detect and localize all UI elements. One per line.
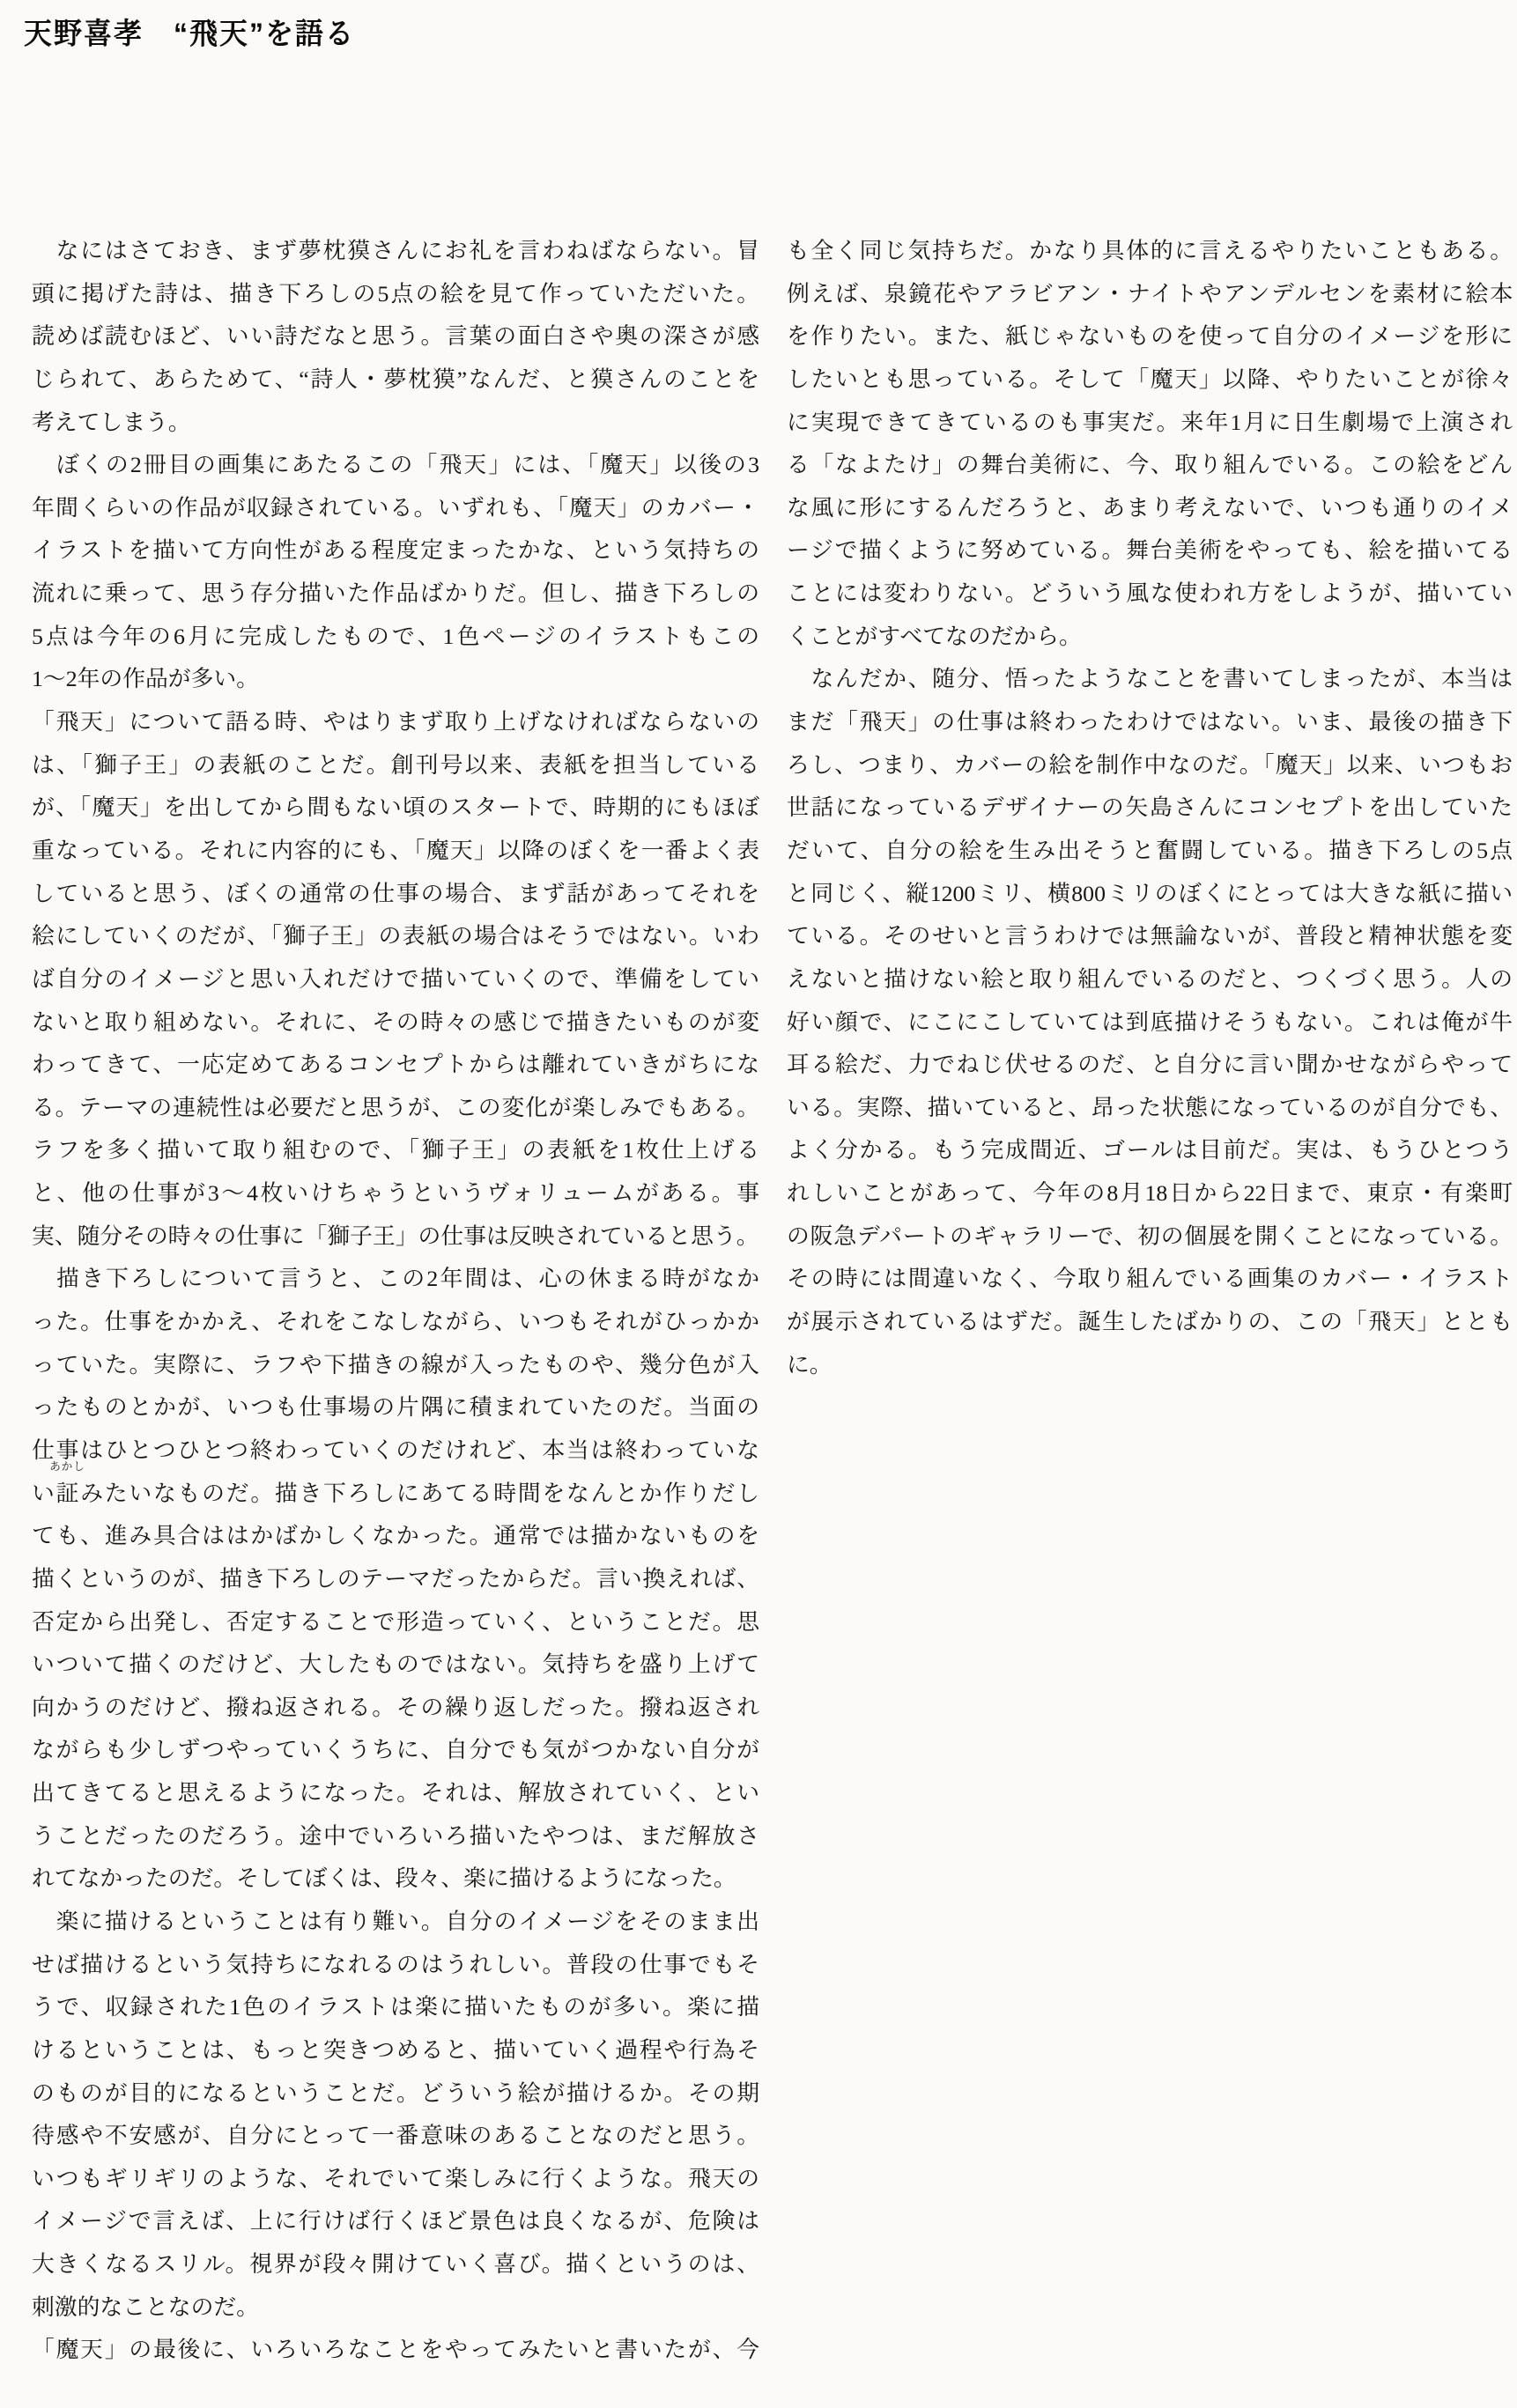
text-line: れしいことがあって、今年の8月18日から22日まで、東京・有楽町 <box>787 1180 1513 1207</box>
text-line: は、「獅子王」の表紙のことだ。創刊号以来、表紙を担当している <box>32 751 759 778</box>
text-line: る。テーマの連続性は必要だと思うが、この変化が楽しみでもある。 <box>32 1094 759 1120</box>
text-line: 「飛天」について語る時、やはりまず取り上げなければならないの <box>32 709 760 735</box>
text-line: 出てきてると思えるようになった。それは、解放されていく、とい <box>32 1780 759 1806</box>
text-line: る「なよたけ」の舞台美術に、今、取り組んでいる。この絵をどん <box>787 452 1513 478</box>
text-line: したいとも思っている。そして「魔天」以降、やりたいことが徐々 <box>787 366 1513 392</box>
text-line: 頭に掲げた詩は、描き下ろしの5点の絵を見て作っていただいた。 <box>32 280 759 307</box>
page-title: 天野喜孝 “飛天”を語る <box>24 17 356 50</box>
text-line: も全く同じ気持ちだ。かなり具体的に言えるやりたいこともある。 <box>787 238 1513 263</box>
text-line: ている。そのせいと言うわけでは無論ないが、普段と精神状態を変 <box>787 923 1513 949</box>
text-line: ラフを多く描いて取り組むので、「獅子王」の表紙を1枚仕上げる <box>32 1137 759 1163</box>
text-line: を作りたい。また、紙じゃないものを使って自分のイメージを形に <box>787 323 1513 350</box>
text-line: の阪急デパートのギャラリーで、初の個展を開くことになっている。 <box>787 1222 1513 1249</box>
text-line: ろし、つまり、カバーの絵を制作中なのだ。「魔天」以来、いつもお <box>787 751 1513 778</box>
text-line: 「魔天」の最後に、いろいろなことをやってみたいと書いたが、今 <box>32 2337 759 2363</box>
text-line: 世話になっているデザイナーの矢島さんにコンセプトを出していた <box>787 794 1513 821</box>
text-line: い証 あかし みたいなものだ。描き下ろしにあてる時間をなんとか作りだし <box>32 1473 759 1516</box>
text-line: っていた。実際に、ラフや下描きの線が入ったものや、幾分色が入 <box>32 1351 760 1378</box>
text-line: 否定から出発し、否定することで形造っていく、ということだ。思 <box>32 1608 759 1635</box>
text-line: が、「魔天」を出してから間もない頃のスタートで、時期的にもほぼ <box>32 794 759 821</box>
text-line: イラストを描いて方向性がある程度定まったかな、という気持ちの <box>32 537 759 564</box>
text-line: 待感や不安感が、自分にとって一番意味のあることなのだと思う。 <box>32 2123 760 2149</box>
text-line: 好い顔で、にこにこしていては到底描けそうもない。これは俺が牛 <box>787 1008 1513 1035</box>
text-line: イメージで言えば、上に行けば行くほど景色は良くなるが、危険は <box>32 2208 759 2234</box>
text-line: していると思う、ぼくの通常の仕事の場合、まず話があってそれを <box>32 880 759 906</box>
text-line: ながらも少しずつやっていくうちに、自分でも気がつかない自分が <box>32 1737 759 1763</box>
furigana-text: あかし <box>49 1459 85 1473</box>
text-line: に実現できてきているのも事実だ。来年1月に日生劇場で上演され <box>787 409 1513 435</box>
text-line: 実、随分その時々の仕事に「獅子王」の仕事は反映されていると思う。 <box>32 1222 759 1249</box>
text-line: 重なっている。それに内容的にも、「魔天」以降のぼくを一番よく表 <box>32 837 759 863</box>
text-line: が展示されているはずだ。誕生したばかりの、この「飛天」とともに。 <box>787 1309 1513 1378</box>
text-line: ージで描くように努めている。舞台美術をやっても、絵を描いてる <box>787 537 1513 564</box>
text-line: のものが目的になるということだ。どういう絵が描けるか。その期 <box>32 2079 759 2106</box>
text-line: ったものとかが、いつも仕事場の片隅に積まれていたのだ。当面の <box>32 1394 759 1421</box>
text-line: いついて描くのだけど、大したものではない。気持ちを盛り上げて <box>32 1651 759 1678</box>
text-line: ぼくの2冊目の画集にあたるこの「飛天」には、「魔天」以後の3 <box>32 452 759 478</box>
text-line: 楽に描けるということは有り難い。自分のイメージをそのまま出 <box>32 1908 759 1934</box>
text-line: くことがすべてなのだから。 <box>787 623 1082 649</box>
text-line: 例えば、泉鏡花やアラビアン・ナイトやアンデルセンを素材に絵本 <box>787 280 1513 307</box>
text-line: と、他の仕事が3～4枚いけちゃうというヴォリュームがある。事 <box>32 1180 759 1207</box>
text-line: 流れに乗って、思う存分描いた作品ばかりだ。但し、描き下ろしの <box>32 580 759 607</box>
text-line: 5点は今年の6月に完成したもので、1色ページのイラストもこの <box>32 623 759 649</box>
text-line: 耳る絵だ、力でねじ伏せるのだ、と自分に言い聞かせながらやって <box>787 1052 1513 1078</box>
text-line: ば自分のイメージと思い入れだけで描いていくので、準備をしてい <box>32 965 759 992</box>
text-line: いつもギリギリのような、それでいて楽しみに行くような。飛天の <box>32 2165 759 2191</box>
text-line: なにはさておき、まず夢枕獏さんにお礼を言わねばならない。冒 <box>32 238 759 263</box>
left-column <box>32 230 759 2372</box>
text-line: なんだか、随分、悟ったようなことを書いてしまったが、本当は <box>787 666 1513 692</box>
text-line: れてなかったのだ。そしてぼくは、段々、楽に描けるようになった。 <box>32 1865 736 1892</box>
text-line: せば描けるという気持ちになれるのはうれしい。普段の仕事でもそ <box>32 1951 759 1977</box>
text-line: 描くというのが、描き下ろしのテーマだったからだ。言い換えれば、 <box>32 1565 759 1592</box>
text-line: だいて、自分の絵を生み出そうと奮闘している。描き下ろしの5点 <box>787 837 1513 863</box>
text-line: 1～2年の作品が多い。 <box>32 666 259 692</box>
text-line: じられて、あらためて、“詩人・夢枕獏”なんだ、と獏さんのことを <box>32 366 759 392</box>
text-line: 大きくなるスリル。視界が段々開けていく喜び。描くというのは、 <box>32 2251 759 2278</box>
text-line: えないと描けない絵と取り組んでいるのだと、つくづく思う。人の <box>787 965 1513 992</box>
text-line: ても、進み具合ははかばかしくなかった。通常では描かないものを <box>32 1523 759 1549</box>
text-line: った。仕事をかかえ、それをこなしながら、いつもそれがひっかか <box>32 1309 759 1335</box>
text-line: うで、収録された1色のイラストは楽に描いたものが多い。楽に描 <box>32 1994 759 2020</box>
text-line: よく分かる。もう完成間近、ゴールは目前だ。実は、もうひとつう <box>787 1137 1513 1163</box>
furigana-annotated-word: 証 あかし <box>49 1459 85 1506</box>
text-line: 読めば読むほど、いい詩だなと思う。言葉の面白さや奥の深さが感 <box>32 323 759 350</box>
text-line: わってきて、一応定めてあるコンセプトからは離れていきがちにな <box>32 1052 759 1078</box>
text-line: な風に形にするんだろうと、あまり考えないで、いつも通りのイメ <box>787 494 1513 521</box>
text-line: 考えてしまう。 <box>32 409 191 435</box>
text-line: ことには変わりない。どういう風な使われ方をしようが、描いてい <box>787 580 1513 607</box>
text-line: うことだったのだろう。途中でいろいろ描いたやつは、まだ解放さ <box>32 1822 759 1849</box>
text-line: 仕事はひとつひとつ終わっていくのだけれど、本当は終わっていな <box>32 1437 759 1463</box>
text-line: ないと取り組めない。それに、その時々の感じで描きたいものが変 <box>32 1008 759 1035</box>
text-line: 向かうのだけど、撥ね返される。その繰り返しだった。撥ね返され <box>32 1694 759 1720</box>
text-line: その時には間違いなく、今取り組んでいる画集のカバー・イラスト <box>787 1266 1513 1292</box>
text-line: まだ「飛天」の仕事は終わったわけではない。いま、最後の描き下 <box>787 709 1513 735</box>
text-line: 絵にしていくのだが、「獅子王」の表紙の場合はそうではない。いわ <box>32 923 759 949</box>
right-column <box>787 230 1513 1378</box>
text-line: けるということは、もっと突きつめると、描いていく過程や行為そ <box>32 2036 759 2063</box>
text-line: 刺激的なことなのだ。 <box>32 2294 259 2320</box>
text-line: いる。実際、描いていると、昂った状態になっているのが自分でも、 <box>787 1094 1513 1120</box>
text-line: と同じく、縦1200ミリ、横800ミリのぼくにとっては大きな紙に描い <box>787 880 1513 906</box>
text-line: 年間くらいの作品が収録されている。いずれも、「魔天」のカバー・ <box>32 494 759 521</box>
text-line: 描き下ろしについて言うと、この2年間は、心の休まる時がなか <box>32 1266 759 1292</box>
